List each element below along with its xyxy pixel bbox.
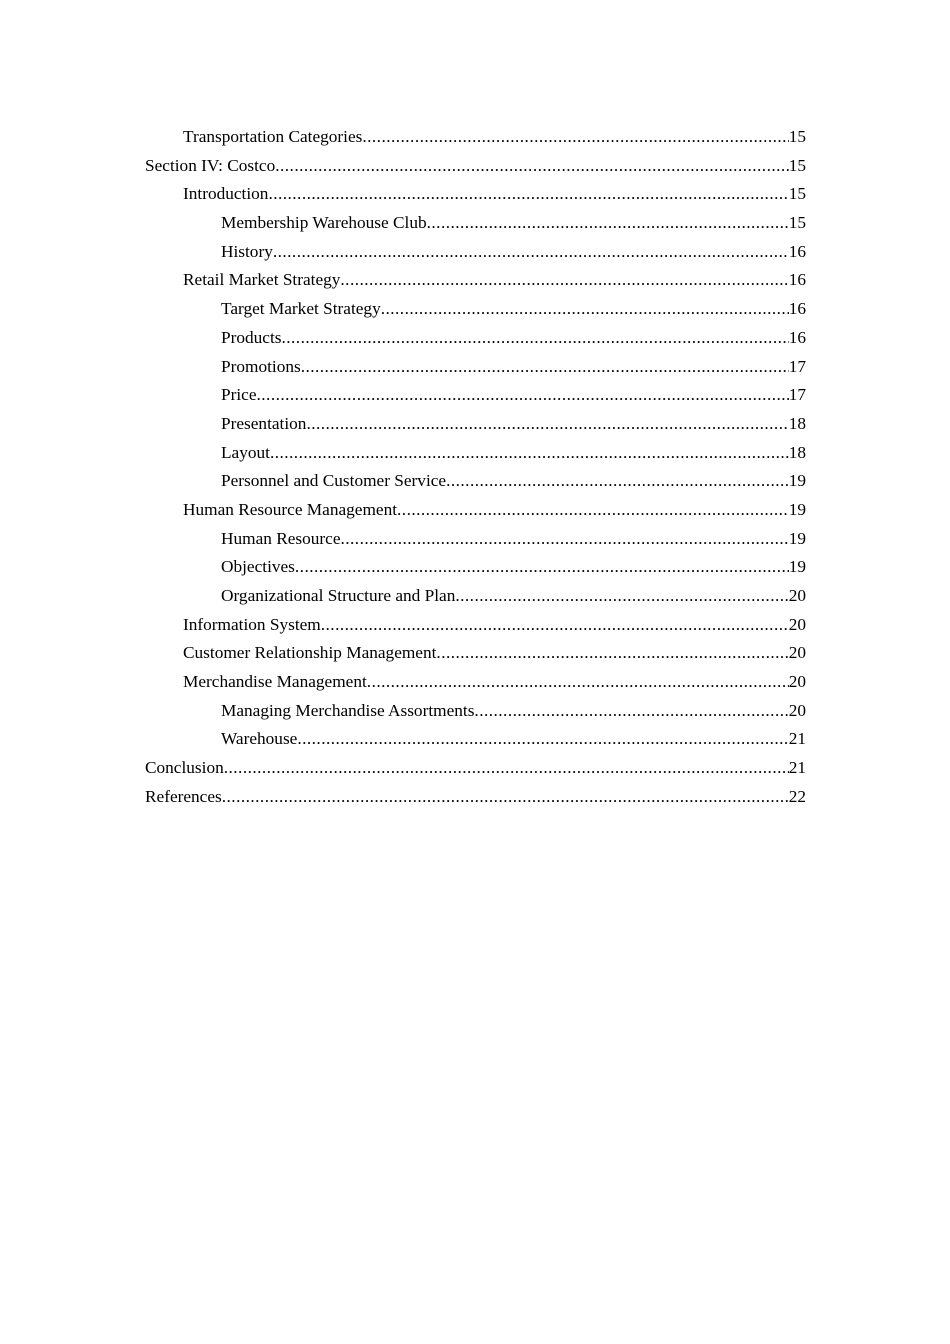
toc-dot-leader [321,615,789,635]
toc-entry[interactable] [145,529,806,558]
toc-entry-page-number: 16 [788,241,806,261]
toc-entry-page-number: 15 [788,213,806,233]
toc-entry-page-number: 21 [788,729,806,749]
toc-dot-leader [222,787,789,807]
toc-dot-leader [275,156,788,176]
toc-entry[interactable] [145,586,806,615]
toc-entry[interactable] [145,643,806,672]
toc-entry-page-number: 17 [788,385,806,405]
toc-entry-page-number: 16 [788,299,806,319]
toc-dot-leader [455,586,788,606]
toc-entry[interactable] [145,443,806,472]
toc-entry-title: History [221,241,273,261]
toc-dot-leader [301,357,789,377]
toc-entry-page-number: 20 [788,586,806,605]
toc-entry[interactable] [145,787,806,816]
toc-dot-leader [474,701,788,721]
toc-entry-title: Objectives [221,557,295,577]
toc-entry-title: Layout [221,442,270,462]
toc-entry-title: Target Market Strategy [221,299,381,319]
toc-dot-leader [436,643,788,663]
toc-entry-title: Managing Merchandise Assortments [221,700,475,720]
toc-entry-page-number: 21 [788,758,806,778]
toc-entry[interactable] [145,357,806,386]
toc-entry-title: Products [221,327,282,347]
toc-entry-page-number: 19 [788,471,806,491]
toc-entry-title: Customer Relationship Management [183,643,437,663]
toc-entry[interactable] [145,127,806,156]
toc-entry[interactable] [145,471,806,500]
toc-entry-page-number: 15 [788,127,806,146]
toc-entry-page-number: 15 [788,184,806,204]
toc-dot-leader [306,414,788,434]
toc-entry[interactable] [145,184,806,213]
toc-entry[interactable] [145,557,806,586]
toc-entry-page-number: 20 [788,672,806,692]
toc-entry[interactable] [145,299,806,328]
toc-entry-title: Personnel and Customer Service [221,471,447,491]
toc-entry-title: Promotions [221,356,301,376]
toc-entry-page-number: 19 [788,528,806,548]
toc-entry-title: Organizational Structure and Plan [221,586,456,605]
toc-entry-title: Price [221,385,257,405]
toc-dot-leader [381,299,789,319]
toc-entry-title: Human Resource [221,528,341,548]
toc-entry[interactable] [145,615,806,644]
toc-entry-page-number: 18 [788,413,806,433]
toc-dot-leader [257,385,789,405]
toc-entry-page-number: 16 [788,270,806,290]
toc-entry[interactable] [145,729,806,758]
toc-dot-leader [268,184,788,204]
toc-entry-page-number: 22 [788,786,806,806]
toc-entry-page-number: 20 [788,643,806,663]
toc-entry[interactable] [145,500,806,529]
toc-entry-title: Merchandise Management [183,672,367,692]
toc-dot-leader [367,672,789,692]
toc-dot-leader [397,500,789,520]
toc-entry-page-number: 18 [788,442,806,462]
toc-dot-leader [273,242,789,262]
toc-entry-title: Section IV: Costco [145,155,276,175]
toc-entry[interactable] [145,385,806,414]
toc-dot-leader [270,443,789,463]
toc-entry-title: Information System [183,614,321,634]
toc-entry-page-number: 19 [788,499,806,519]
toc-dot-leader [281,328,788,348]
toc-entry-title: Introduction [183,184,269,204]
toc-entry[interactable] [145,672,806,701]
toc-entry-title: Presentation [221,413,307,433]
toc-entry[interactable] [145,270,806,299]
toc-entry[interactable] [145,758,806,787]
toc-entry[interactable] [145,328,806,357]
toc-entry[interactable] [145,414,806,443]
toc-entry-page-number: 15 [788,155,806,175]
toc-dot-leader [362,127,788,147]
toc-entry-title: Retail Market Strategy [183,270,341,290]
toc-entry-page-number: 20 [788,614,806,634]
toc-entry-title: Membership Warehouse Club [221,213,427,233]
toc-entry-page-number: 19 [788,557,806,577]
toc-entry-title: Warehouse [221,729,298,749]
toc-dot-leader [341,529,789,549]
toc-entry-page-number: 20 [788,700,806,720]
toc-entry-title: Transportation Categories [183,127,363,146]
table-of-contents [145,127,806,816]
toc-entry[interactable] [145,213,806,242]
toc-entry-title: Human Resource Management [183,499,398,519]
toc-dot-leader [295,557,789,577]
toc-dot-leader [224,758,789,778]
toc-dot-leader [297,729,788,749]
toc-entry[interactable] [145,701,806,730]
toc-entry-title: References [145,786,222,806]
toc-dot-leader [427,213,789,233]
toc-entry-page-number: 16 [788,327,806,347]
toc-entry[interactable] [145,242,806,271]
toc-entry-title: Conclusion [145,758,224,778]
toc-dot-leader [446,471,789,491]
toc-entry[interactable] [145,156,806,185]
toc-dot-leader [340,270,788,290]
toc-entry-page-number: 17 [788,356,806,376]
